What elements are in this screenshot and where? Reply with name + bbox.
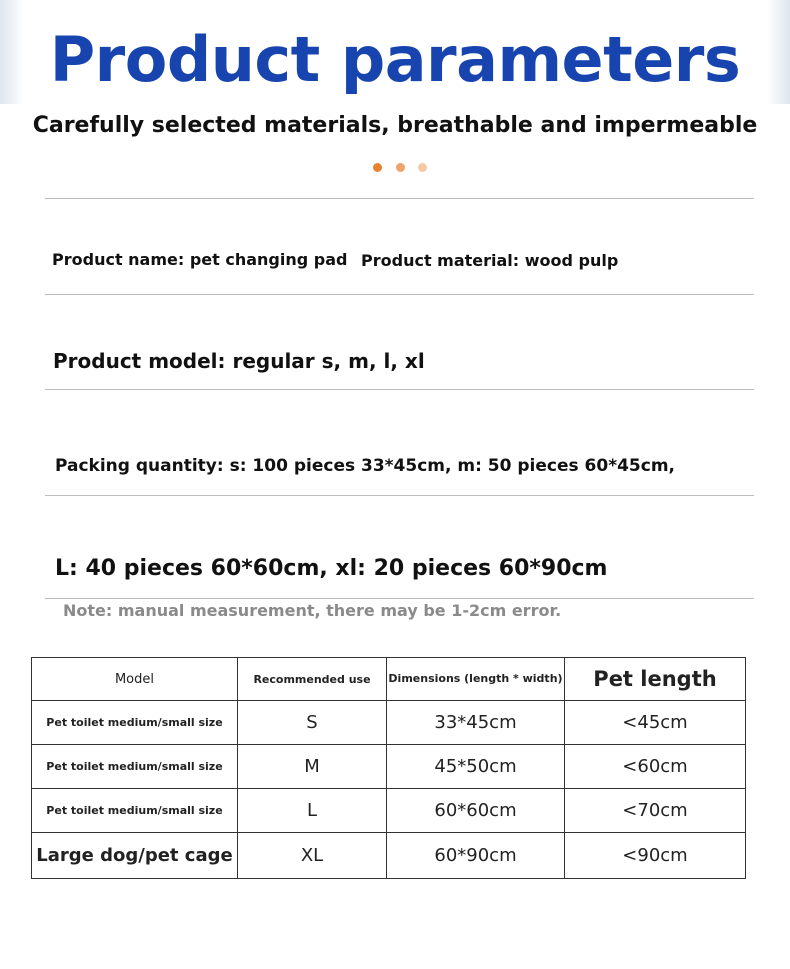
cell-size: XL xyxy=(238,833,387,879)
packing-quantity-line-2: L: 40 pieces 60*60cm, xl: 20 pieces 60*90cm xyxy=(55,556,608,581)
packing-quantity-line-1: Packing quantity: s: 100 pieces 33*45cm, m: 50 pieces 60*45cm, xyxy=(55,456,676,476)
cell-dimensions: 60*60cm xyxy=(387,789,565,833)
table-row xyxy=(32,789,746,833)
table-row xyxy=(32,701,746,745)
dot-1 xyxy=(373,163,382,172)
page-title: Product parameters xyxy=(49,23,741,96)
product-name: Product name: pet changing pad xyxy=(52,250,348,269)
divider xyxy=(45,198,754,199)
header-recommended-use: Recommended use xyxy=(238,658,387,701)
divider xyxy=(45,495,754,496)
table-row xyxy=(32,745,746,789)
cell-dimensions: 60*90cm xyxy=(387,833,565,879)
cell-pet-length: <60cm xyxy=(565,745,746,789)
dot-2 xyxy=(396,163,405,172)
cell-use: Large dog/pet cage xyxy=(32,833,238,879)
cell-dimensions: 33*45cm xyxy=(387,701,565,745)
cell-pet-length: <45cm xyxy=(565,701,746,745)
table-row xyxy=(32,833,746,879)
cell-use: Pet toilet medium/small size xyxy=(32,789,238,833)
cell-use: Pet toilet medium/small size xyxy=(32,745,238,789)
divider xyxy=(45,598,754,599)
divider xyxy=(45,294,754,295)
cell-dimensions: 45*50cm xyxy=(387,745,565,789)
page-subtitle: Carefully selected materials, breathable and impermeable xyxy=(32,113,758,138)
cell-size: L xyxy=(238,789,387,833)
cell-size: S xyxy=(238,701,387,745)
cell-pet-length: <90cm xyxy=(565,833,746,879)
product-material: Product material: wood pulp xyxy=(361,251,619,270)
header-dimensions: Dimensions (length * width) xyxy=(387,658,565,701)
dot-3 xyxy=(418,163,427,172)
table-header-row xyxy=(32,658,746,701)
header-pet-length: Pet length xyxy=(565,658,746,701)
cell-use: Pet toilet medium/small size xyxy=(32,701,238,745)
measurement-note: Note: manual measurement, there may be 1-2cm error. xyxy=(63,601,562,620)
product-model: Product model: regular s, m, l, xl xyxy=(53,349,425,373)
header-model: Model xyxy=(32,658,238,701)
cell-size: M xyxy=(238,745,387,789)
divider xyxy=(45,389,754,390)
parameter-table xyxy=(31,657,746,879)
cell-pet-length: <70cm xyxy=(565,789,746,833)
